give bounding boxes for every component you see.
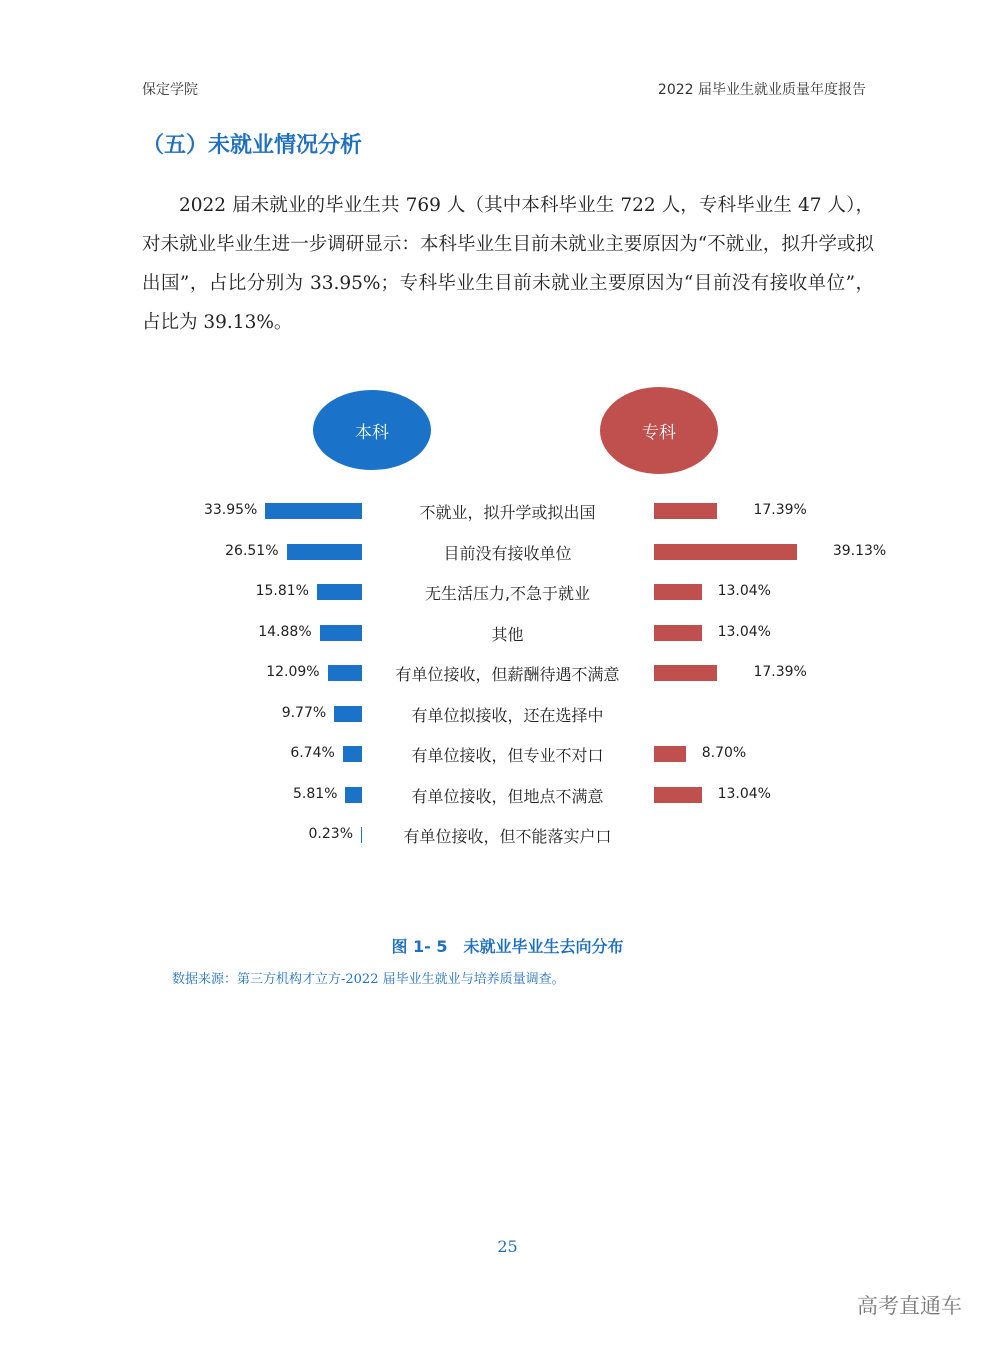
category-label: 不就业，拟升学或拟出国 [419, 503, 596, 522]
benke-bar [343, 746, 362, 762]
zhuanke-bar [654, 584, 702, 600]
benke-bar [265, 503, 362, 519]
benke-value-label: 26.51% [225, 542, 279, 559]
category-label: 有单位接收，但不能落实户口 [403, 827, 612, 846]
benke-value-label: 5.81% [292, 785, 338, 802]
zhuanke-bar [654, 544, 797, 560]
zhuanke-value-label: 13.04% [717, 785, 771, 802]
zhuanke-value-label: 13.04% [717, 623, 771, 640]
zhuanke-bar [654, 787, 702, 803]
source-note: 数据来源：第三方机构才立方-2022 届毕业生就业与培养质量调查。 [172, 972, 565, 987]
watermark-text: 高考直通车 [857, 1294, 962, 1318]
benke-value-label: 9.77% [281, 704, 327, 721]
benke-value-label: 15.81% [255, 583, 309, 599]
benke-bar [334, 706, 362, 722]
figure-caption: 图 1- 5 未就业毕业生去向分布 [391, 937, 624, 956]
header-report-title: 2022 届毕业生就业质量年度报告 [657, 82, 866, 98]
zhuanke-bar [654, 625, 702, 641]
page-number: 25 [497, 1237, 518, 1256]
section-title: （五）未就业情况分析 [142, 133, 363, 158]
benke-bar [328, 665, 362, 681]
benke-bar [287, 544, 362, 560]
zhuanke-value-label: 13.04% [717, 583, 771, 599]
zhuanke-bar [654, 503, 717, 519]
benke-bar [361, 827, 362, 843]
benke-bar [320, 625, 362, 641]
legend-bubble-zhuanke: 专科 [600, 387, 718, 474]
category-label: 有单位接收，但专业不对口 [411, 746, 604, 765]
zhuanke-value-label: 39.13% [832, 542, 887, 559]
category-label: 目前没有接收单位 [443, 543, 572, 563]
zhuanke-bar [654, 665, 717, 681]
category-label: 有单位接收，但地点不满意 [411, 786, 604, 806]
benke-value-label: 14.88% [258, 623, 312, 640]
zhuanke-value-label: 17.39% [753, 502, 807, 518]
benke-bar [345, 787, 362, 803]
benke-value-label: 6.74% [290, 745, 335, 761]
category-label: 无生活压力,不急于就业 [424, 584, 591, 603]
benke-value-label: 0.23% [308, 826, 353, 842]
benke-value-label: 12.09% [266, 664, 320, 680]
zhuanke-value-label: 17.39% [753, 664, 807, 680]
category-label: 有单位拟接收，还在选择中 [411, 705, 604, 725]
header-school-name: 保定学院 [142, 82, 198, 98]
zhuanke-bar [654, 746, 686, 762]
category-label: 有单位接收，但薪酬待遇不满意 [395, 665, 620, 684]
benke-bar [317, 584, 362, 600]
body-paragraph: 2022 届未就业的毕业生共 769 人（其中本科毕业生 722 人，专科毕业生 47 人），对未就业毕业生进一步调研显示：本科毕业生目前未就业主要原因为“不就业，拟升学或拟出国”，占比分别为 33.95%；专科毕业生目前未就业主要原因为“目前没有接收单位”，占比为 39.13%。 [142, 195, 874, 333]
legend-bubble-benke: 本科 [313, 390, 431, 470]
zhuanke-value-label: 8.70% [701, 745, 747, 761]
category-label: 其他 [491, 624, 524, 644]
benke-value-label: 33.95% [203, 502, 258, 518]
